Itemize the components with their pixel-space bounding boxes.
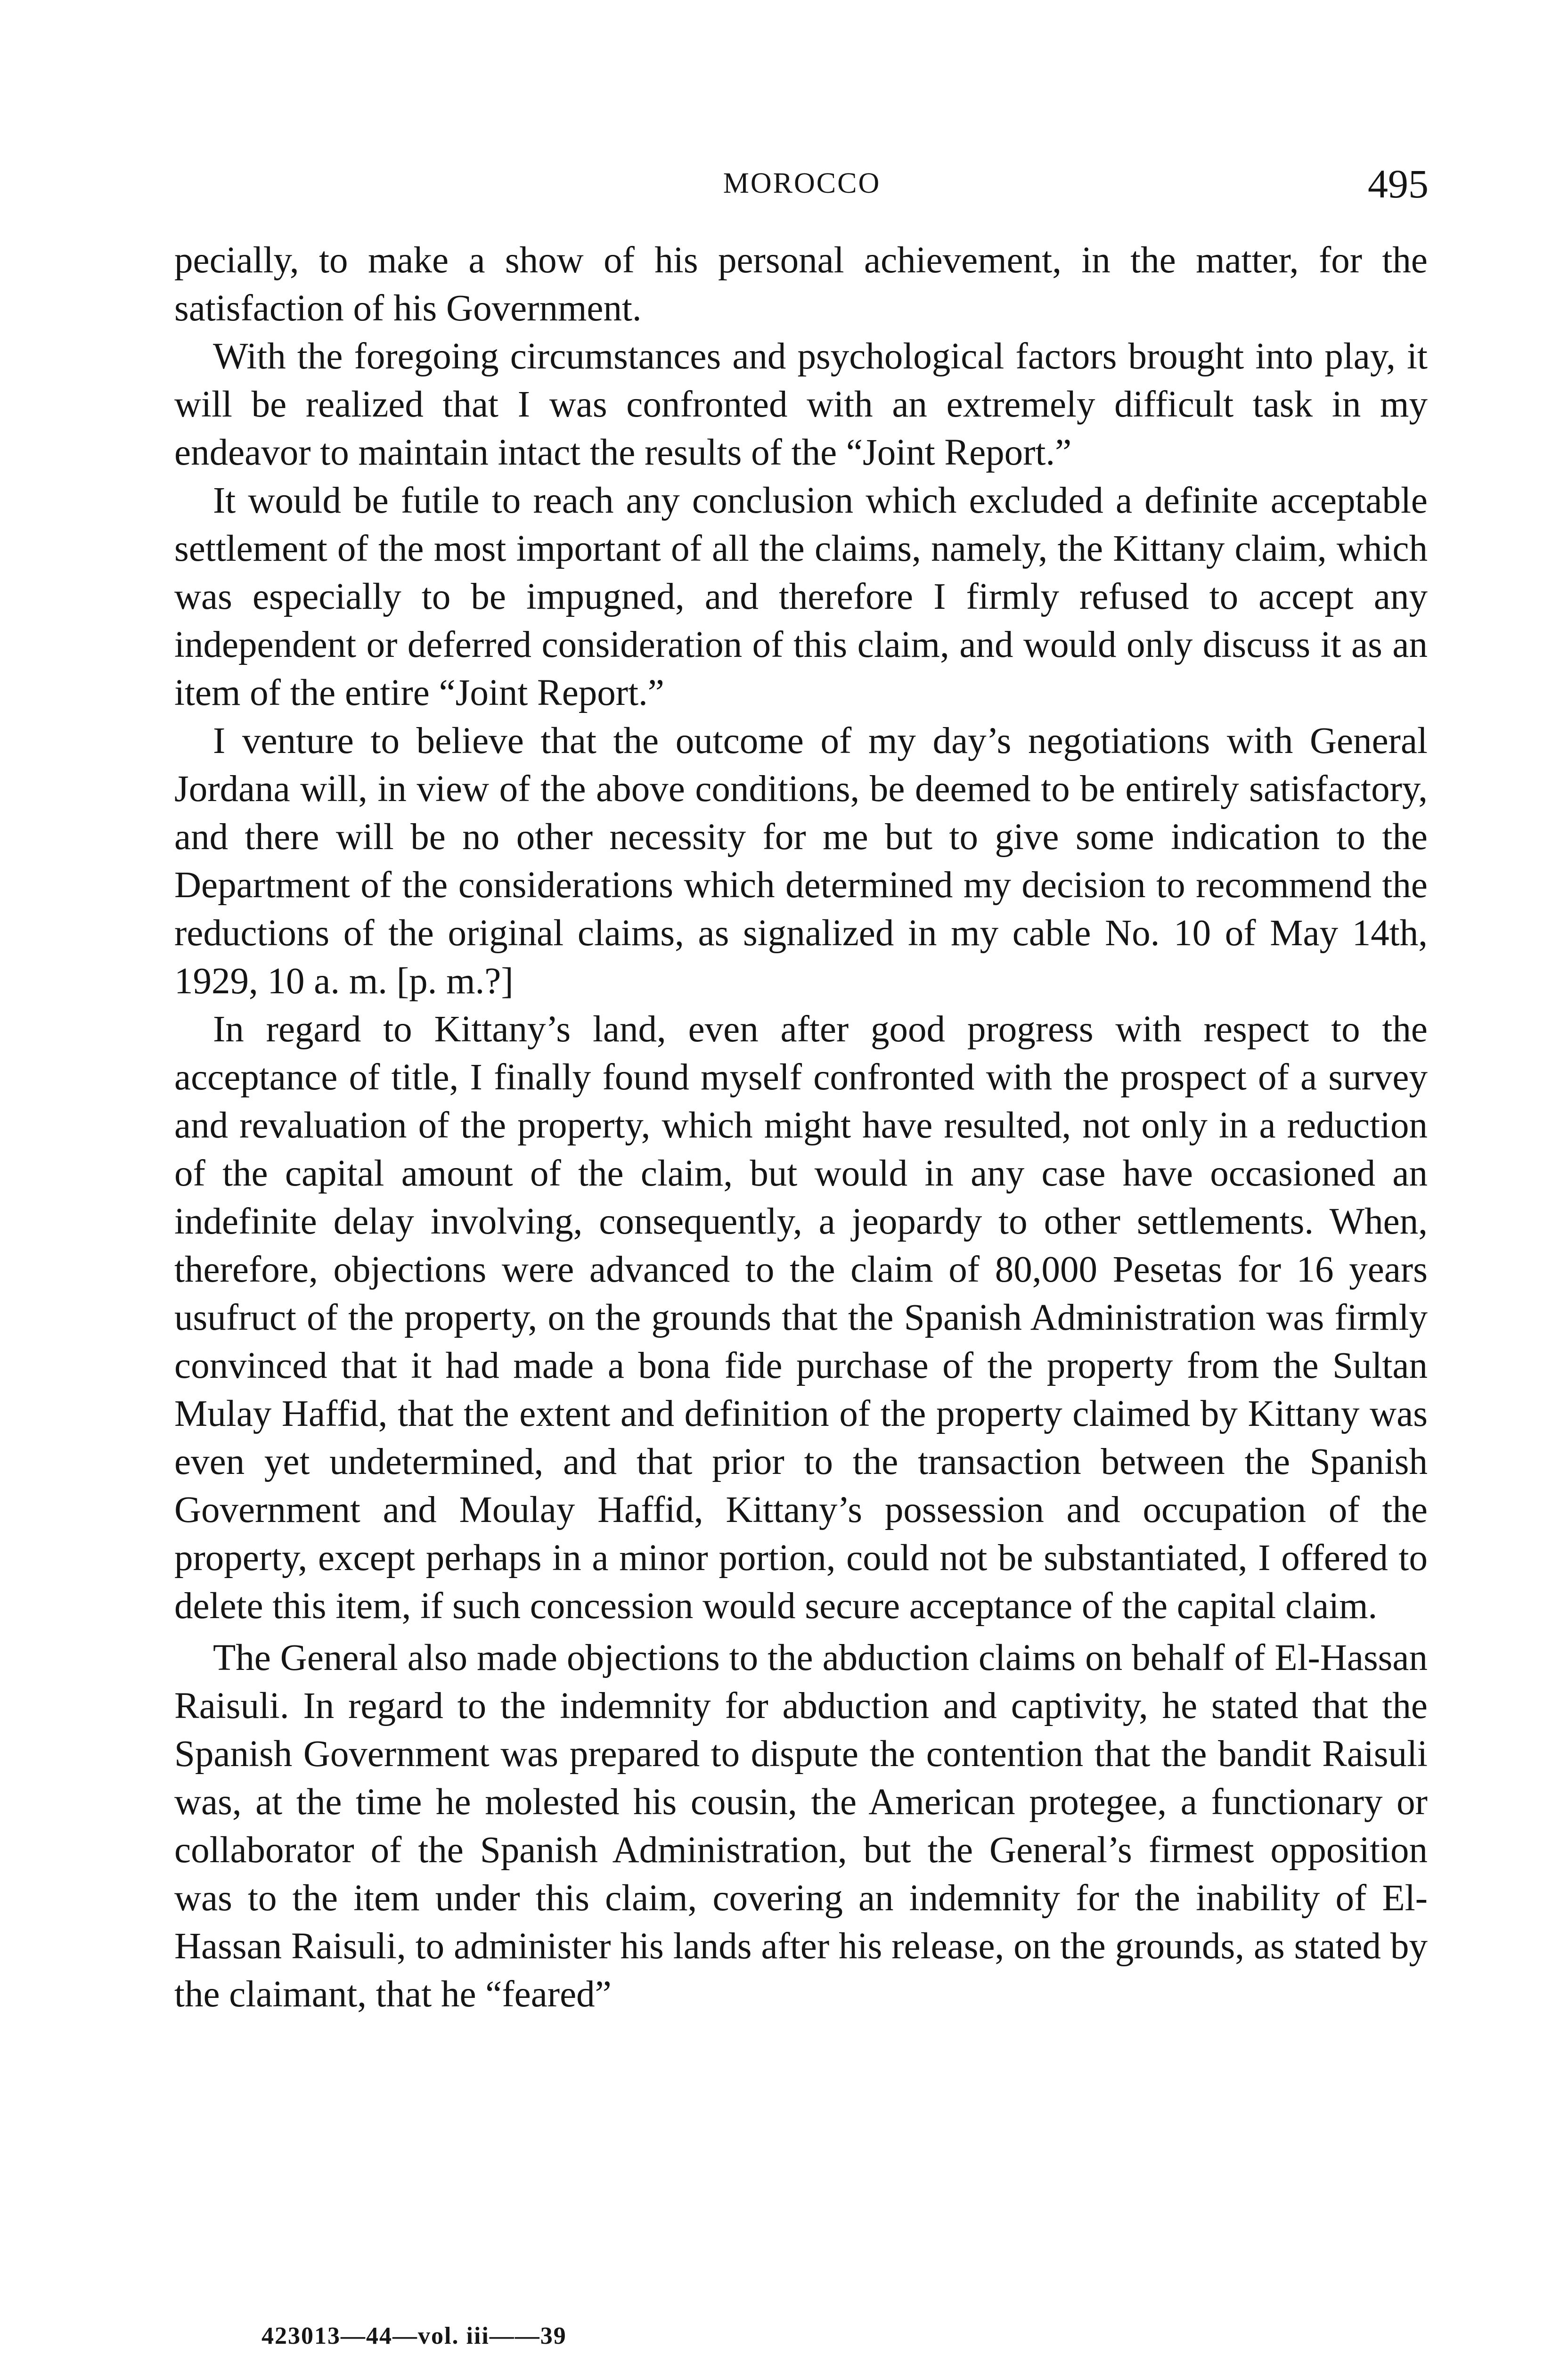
page-number: 495 [1368,161,1429,206]
paragraph: With the foregoing circumstances and psychological factors brought into play, it will be realized that I was confronted with an extremely difficult task in my endeavor to maintain intact the results of the “Joint Report.” [174,336,1428,473]
paragraph: In regard to Kittany’s land, even after good progress with respect to the acceptance of title, I finally found myself confronted with the prospect of a survey and revaluation of the property, which might have resulted, not only in a reduction of the capital amount of the claim, but would in any case have occasioned an indefinite delay involving, consequently, a jeopardy to other settlements. When, therefore, objections were advanced to the claim of 80,000 Pesetas for 16 years usufruct of the property, on the grounds that the Spanish Administration was firmly convinced that it had made a bona fide purchase of the property from the Sultan Mulay Haffid, that the extent and definition of the property claimed by Kittany was even yet undetermined, and that prior to the transaction between the Spanish Government and Moulay Haffid, Kittany’s possession and occupation of the property, except perhaps in a minor portion, could not be substantiated, I offered to delete this item, if such concession would secure acceptance of the capital claim. [174,1009,1428,1627]
running-head [175,160,1429,212]
print-code: 423013—44—vol. iii——39 [261,2323,567,2349]
running-title: MOROCCO [723,167,881,199]
paragraph: It would be futile to reach any conclusion which excluded a definite acceptable settlement of the most important of all the claims, namely, the Kittany claim, which was especially to be impugned, and therefore I firmly refused to accept any independent or deferred consideration of this claim, and would only discuss it as an item of the entire “Joint Report.” [174,480,1428,713]
paragraph: I venture to believe that the outcome of my day’s negotiations with General Jordana will, in view of the above conditions, be deemed to be entirely satisfactory, and there will be no other necessity for me but to give some indication to the Department of the considerations which determined my decision to recommend the reductions of the original claims, as signalized in my cable No. 10 of May 14th, 1929, 10 a. m. [p. m.?] [174,720,1428,1002]
paragraph: The General also made objections to the abduction claims on behalf of El-Hassan Raisuli. In regard to the indemnity for abduction and captivity, he stated that the Spanish Government was prepared to dispute the contention that the bandit Raisuli was, at the time he molested his cousin, the American protegee, a functionary or collaborator of the Spanish Administration, but the General’s firmest opposition was to the item under this claim, covering an indemnity for the inability of El-Hassan Raisuli, to administer his lands after his release, on the grounds, as stated by the claimant, that he “feared” [174,1637,1428,2015]
paragraph-continuation: pecially, to make a show of his personal achievement, in the matter, for the satisfaction of his Government. [174,240,1428,329]
body-text [174,237,1428,2019]
